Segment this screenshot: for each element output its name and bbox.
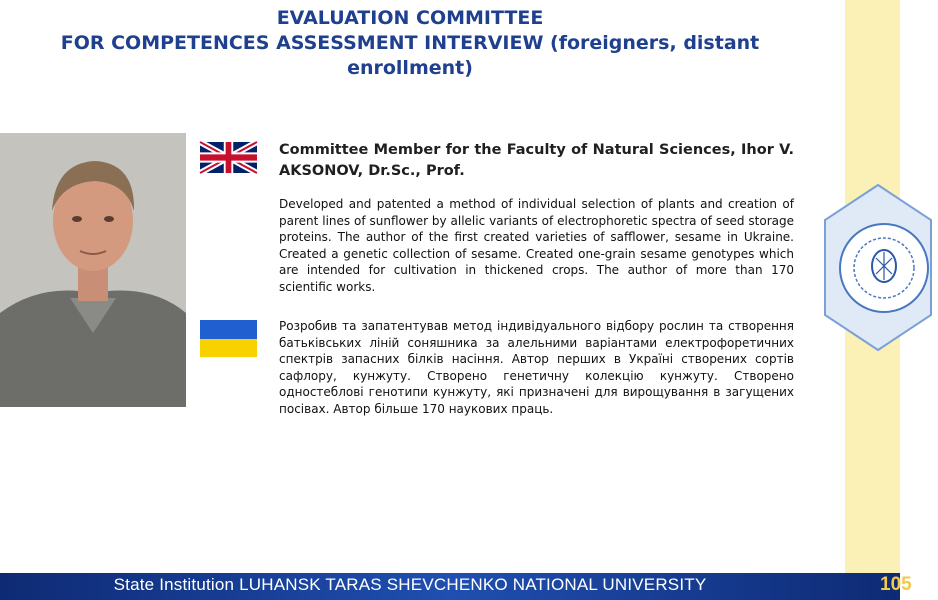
flag-blue-stripe	[200, 320, 257, 339]
footer-university-name: State Institution LUHANSK TARAS SHEVCHENKO NATIONAL UNIVERSITY	[113, 575, 707, 594]
member-photo	[0, 133, 186, 407]
slide-title-line-1: EVALUATION COMMITTEE	[276, 7, 544, 29]
portrait-image	[0, 133, 186, 407]
footer-bar	[0, 573, 912, 600]
slide-title-line-2: FOR COMPETENCES ASSESSMENT INTERVIEW (foreigners, distant enrollment)	[60, 32, 760, 79]
page-number: 105	[880, 574, 912, 595]
university-seal-icon	[818, 180, 938, 355]
ukraine-flag-icon	[200, 320, 257, 357]
member-name-heading: Committee Member for the Faculty of Natural Sciences, Ihor V. AKSONOV, Dr.Sc., Prof.	[279, 142, 794, 179]
bio-english: Developed and patented a method of individual selection of plants and creation of parent lines of sunflower by allelic variants of electrophoretic spectra of seed storage proteins. The author of the first created varieties of safflower, sesame in Ukraine. Created a genetic collection of sesame. Created one-grain sesame genotypes which are intended for cultivation in thickened crops. The author of more than 170 scientific works.	[279, 197, 794, 294]
slide-title	[0, 6, 820, 81]
uk-flag-icon	[200, 142, 257, 173]
bio-ukrainian: Розробив та запатентував метод індивідуального відбору рослин та створення батьківських ліній соняшника за алельними варіантами електрофоретичних спектрів запасних білків насіння. Автор перших в Україні створених сортів сафлору, кунжуту. Створено генетичну колекцію кунжуту. Створено одностеблові генотипи кунжуту, які призначені для вирощування в загущених посівах. Автор більше 170 наукових праць.	[279, 319, 794, 416]
flag-yellow-stripe	[200, 339, 257, 358]
